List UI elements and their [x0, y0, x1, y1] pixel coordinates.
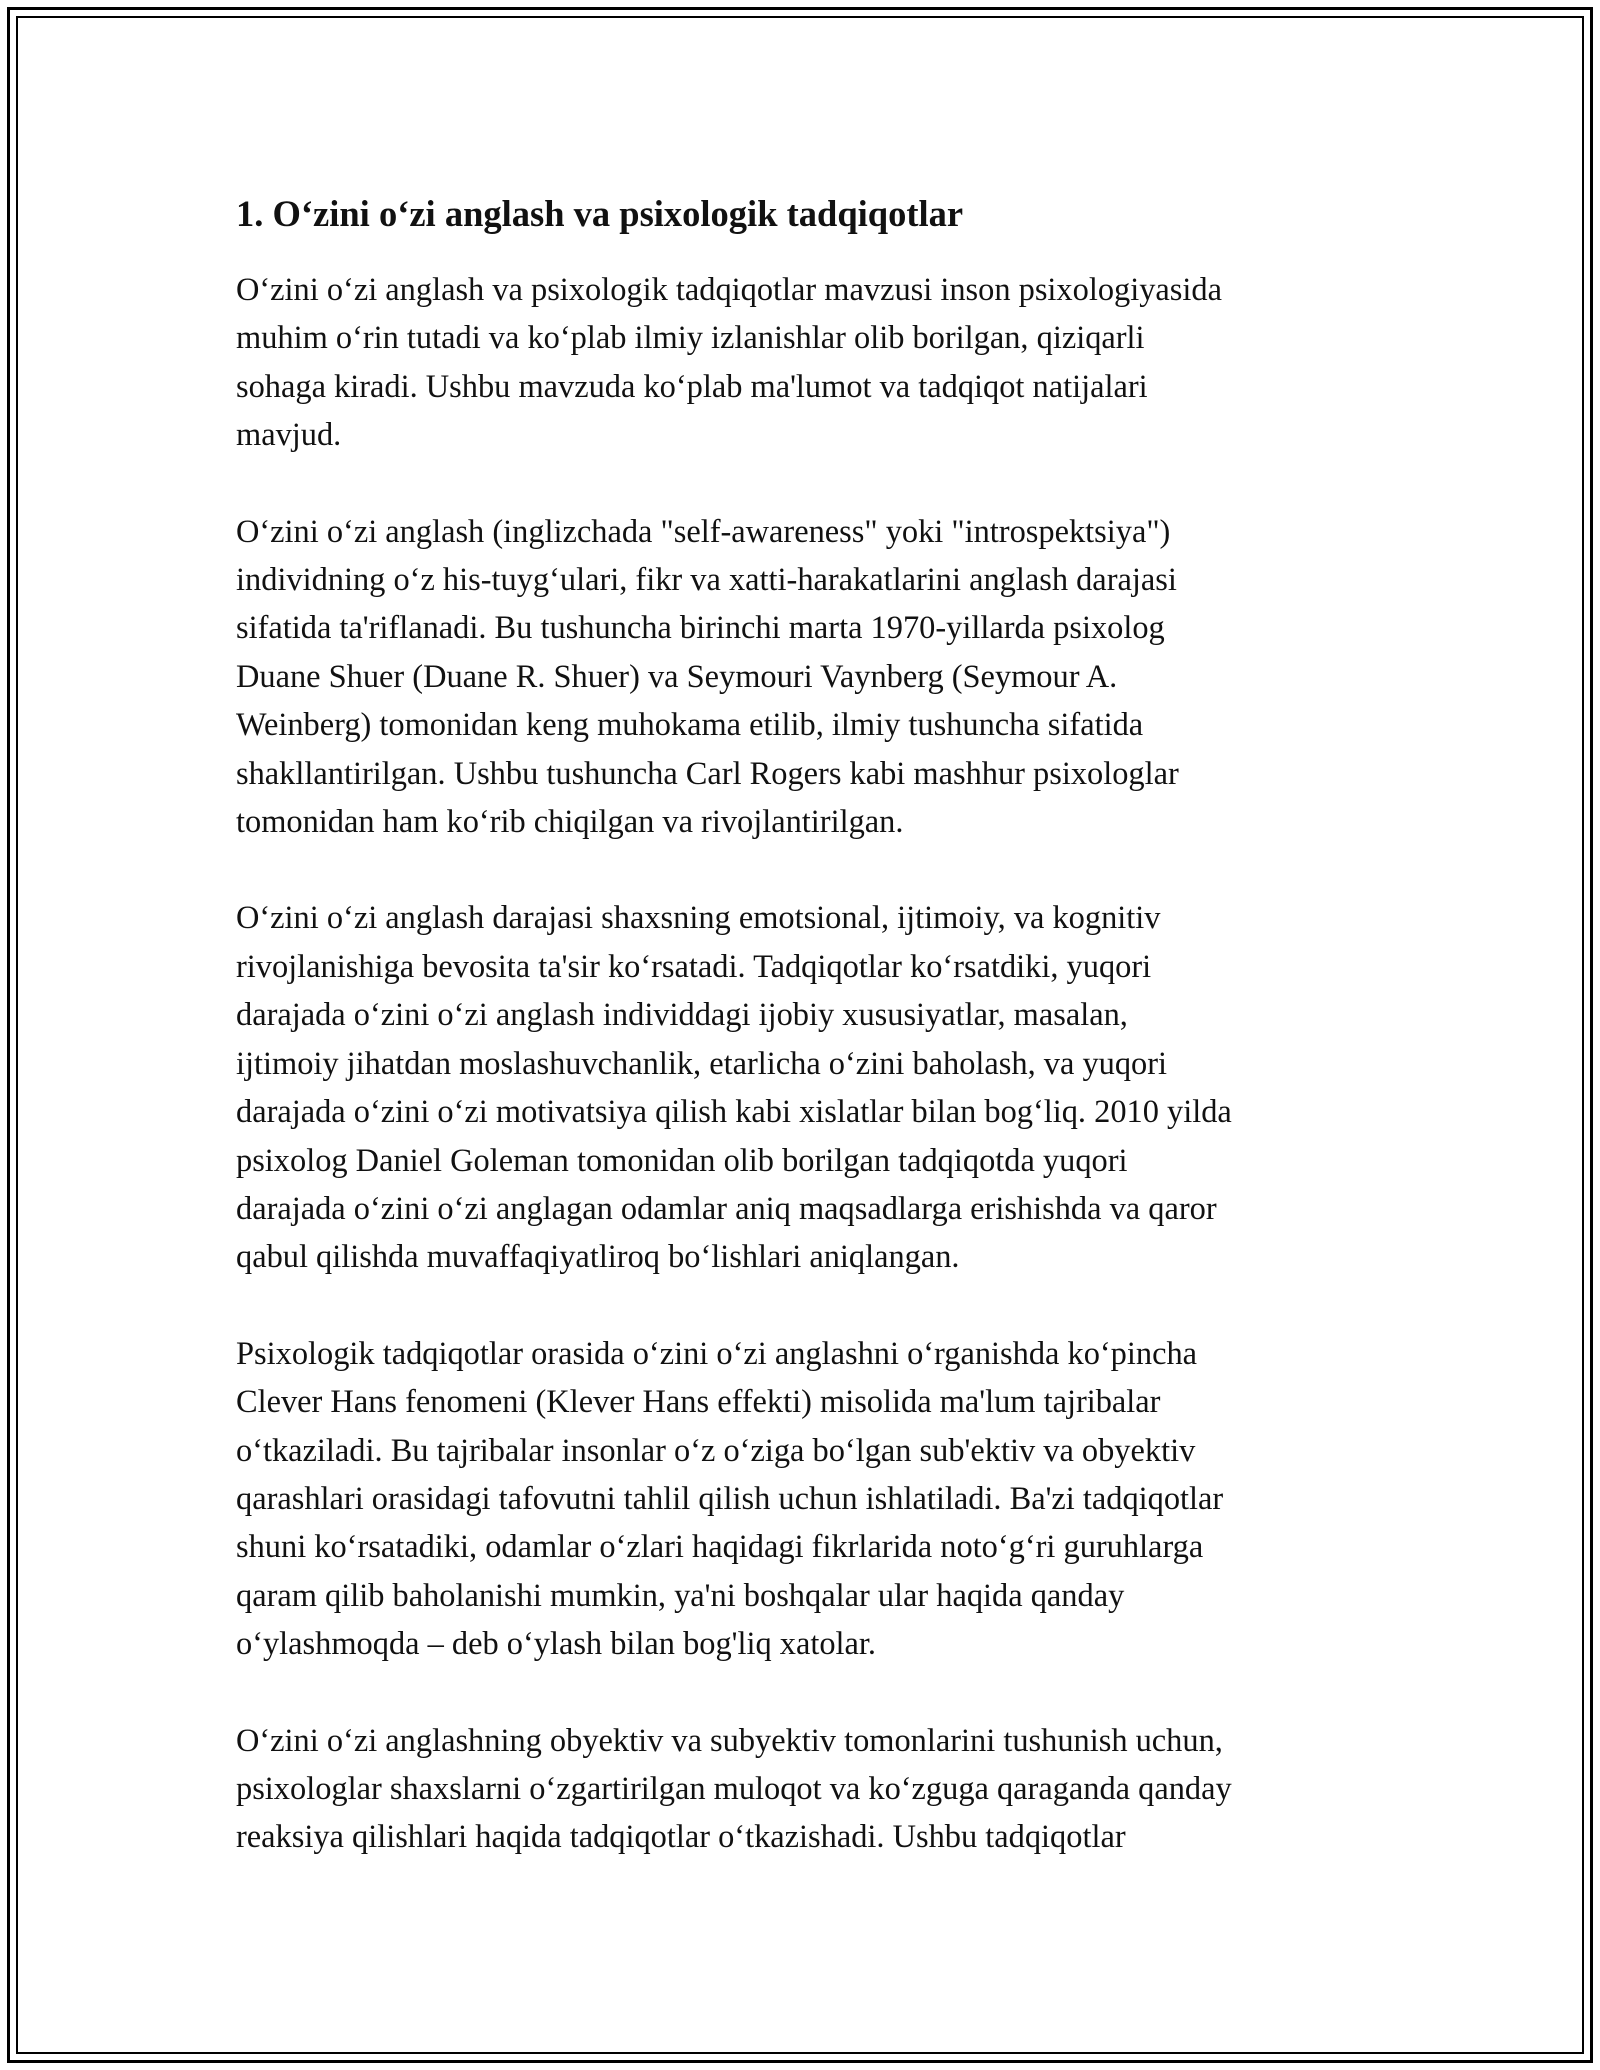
paragraph: [236, 508, 1376, 847]
paragraph-line: qabul qilishda muvaffaqiyatliroq bo‘lishlari aniqlangan.: [236, 1239, 960, 1276]
paragraph: [236, 266, 1376, 460]
paragraph-line: o‘ylashmoqda – deb o‘ylash bilan bog'liq xatolar.: [236, 1626, 877, 1663]
paragraph: [236, 1330, 1376, 1669]
paragraph-line: darajada o‘zini o‘zi anglash individdagi ijobiy xususiyatlar, masalan,: [236, 997, 1128, 1034]
paragraph-line: reaksiya qilishlari haqida tadqiqotlar o‘tkazishadi. Ushbu tadqiqotlar: [236, 1819, 1126, 1856]
paragraph-line: O‘zini o‘zi anglash (inglizchada "self-awareness" yoki "introspektsiya"): [236, 513, 1171, 550]
paragraph-line: rivojlanishiga bevosita ta'sir ko‘rsatadi. Tadqiqotlar ko‘rsatdiki, yuqori: [236, 948, 1152, 985]
paragraph-line: shakllantirilgan. Ushbu tushuncha Carl Rogers kabi mashhur psixologlar: [236, 755, 1179, 792]
paragraph-line: darajada o‘zini o‘zi motivatsiya qilish kabi xislatlar bilan bog‘liq. 2010 yilda: [236, 1094, 1232, 1131]
paragraph-line: Duane Shuer (Duane R. Shuer) va Seymouri Vaynberg (Seymour A.: [236, 658, 1118, 695]
paragraph-list: [236, 266, 1376, 1862]
paragraph-line: Psixologik tadqiqotlar orasida o‘zini o‘zi anglashni o‘rganishda ko‘pincha: [236, 1335, 1198, 1372]
paragraph-line: muhim o‘rin tutadi va ko‘plab ilmiy izlanishlar olib borilgan, qiziqarli: [236, 320, 1145, 357]
paragraph-line: O‘zini o‘zi anglash va psixologik tadqiqotlar mavzusi inson psixologiyasida: [236, 272, 1222, 308]
paragraph-line: Clever Hans fenomeni (Klever Hans effekti) misolida ma'lum tajribalar: [236, 1384, 1161, 1421]
paragraph-line: darajada o‘zini o‘zi anglagan odamlar aniq maqsadlarga erishishda va qaror: [236, 1190, 1217, 1227]
paragraph-line: mavjud.: [236, 417, 342, 454]
paragraph-line: tomonidan ham ko‘rib chiqilgan va rivojlantirilgan.: [236, 804, 904, 841]
paragraph-line: O‘zini o‘zi anglash darajasi shaxsning emotsional, ijtimoiy, va kognitiv: [236, 900, 1161, 937]
paragraph-line: shuni ko‘rsatadiki, odamlar o‘zlari haqidagi fikrlarida noto‘g‘ri guruhlarga: [236, 1529, 1204, 1566]
paragraph-line: psixologlar shaxslarni o‘zgartirilgan muloqot va ko‘zguga qaraganda qanday: [236, 1770, 1232, 1807]
paragraph-line: sifatida ta'riflanadi. Bu tushuncha birinchi marta 1970-yillarda psixolog: [236, 610, 1165, 647]
document-body: [236, 188, 1376, 1910]
paragraph-line: O‘zini o‘zi anglashning obyektiv va subyektiv tomonlarini tushunish uchun,: [236, 1722, 1223, 1759]
section-heading: 1. O‘zini o‘zi anglash va psixologik tadqiqotlar: [236, 193, 964, 234]
paragraph-line: qaram qilib baholanishi mumkin, ya'ni boshqalar ular haqida qanday: [236, 1577, 1125, 1614]
paragraph: [236, 1717, 1376, 1862]
paragraph-line: o‘tkaziladi. Bu tajribalar insonlar o‘z o‘ziga bo‘lgan sub'ektiv va obyektiv: [236, 1432, 1196, 1469]
paragraph-line: Weinberg) tomonidan keng muhokama etilib, ilmiy tushuncha sifatida: [236, 707, 1144, 744]
paragraph-line: qarashlari orasidagi tafovutni tahlil qilish uchun ishlatiladi. Ba'zi tadqiqotlar: [236, 1480, 1224, 1517]
paragraph: [236, 894, 1376, 1281]
paragraph-line: individning o‘z his-tuyg‘ulari, fikr va xatti-harakatlarini anglash darajasi: [236, 562, 1177, 599]
paragraph-line: psixolog Daniel Goleman tomonidan olib borilgan tadqiqotda yuqori: [236, 1142, 1128, 1179]
paragraph-line: ijtimoiy jihatdan moslashuvchanlik, etarlicha o‘zini baholash, va yuqori: [236, 1045, 1168, 1082]
paragraph-line: sohaga kiradi. Ushbu mavzuda ko‘plab ma'lumot va tadqiqot natijalari: [236, 368, 1148, 405]
